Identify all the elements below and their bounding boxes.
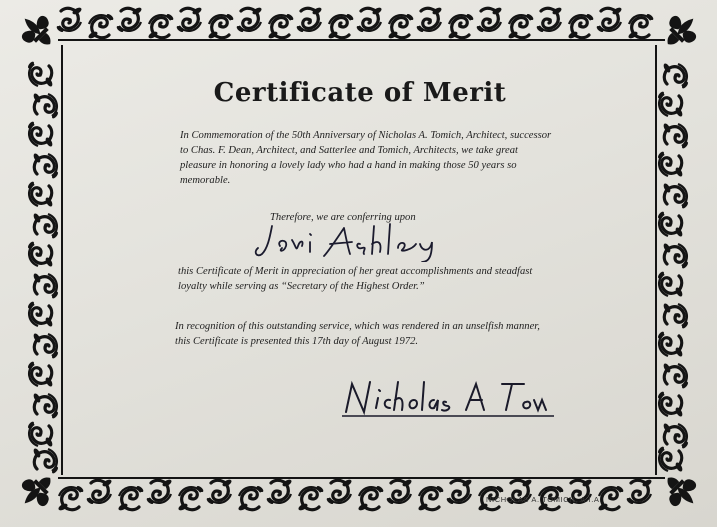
- recognition-paragraph: In recognition of this outstanding service, which was rendered in an unselfish manner, this Certificate is presented this 17th day of August 1972.: [175, 321, 540, 347]
- recipient-signature: [252, 222, 452, 262]
- appreciation-paragraph: this Certificate of Merit in appreciation of her great accomplishments and steadfast loyalty while serving as “Secretary of the Highest Order.”: [178, 266, 533, 292]
- conferring-line: Therefore, we are conferring upon: [270, 212, 416, 223]
- certificate-title: Certificate of Merit: [213, 78, 507, 108]
- signer-name: NICHOLAS A. TOMICH, A.I.A.: [486, 495, 603, 504]
- signer-signature: [334, 378, 554, 423]
- commemoration-paragraph: In Commemoration of the 50th Anniversary of Nicholas A. Tomich, Architect, successor to Chas. F. Dean, Architect, and Satterlee and Tomich, Architects, we take great pleasure in honoring a lovely lady who had a hand in making those 50 years so memorable.: [180, 130, 552, 186]
